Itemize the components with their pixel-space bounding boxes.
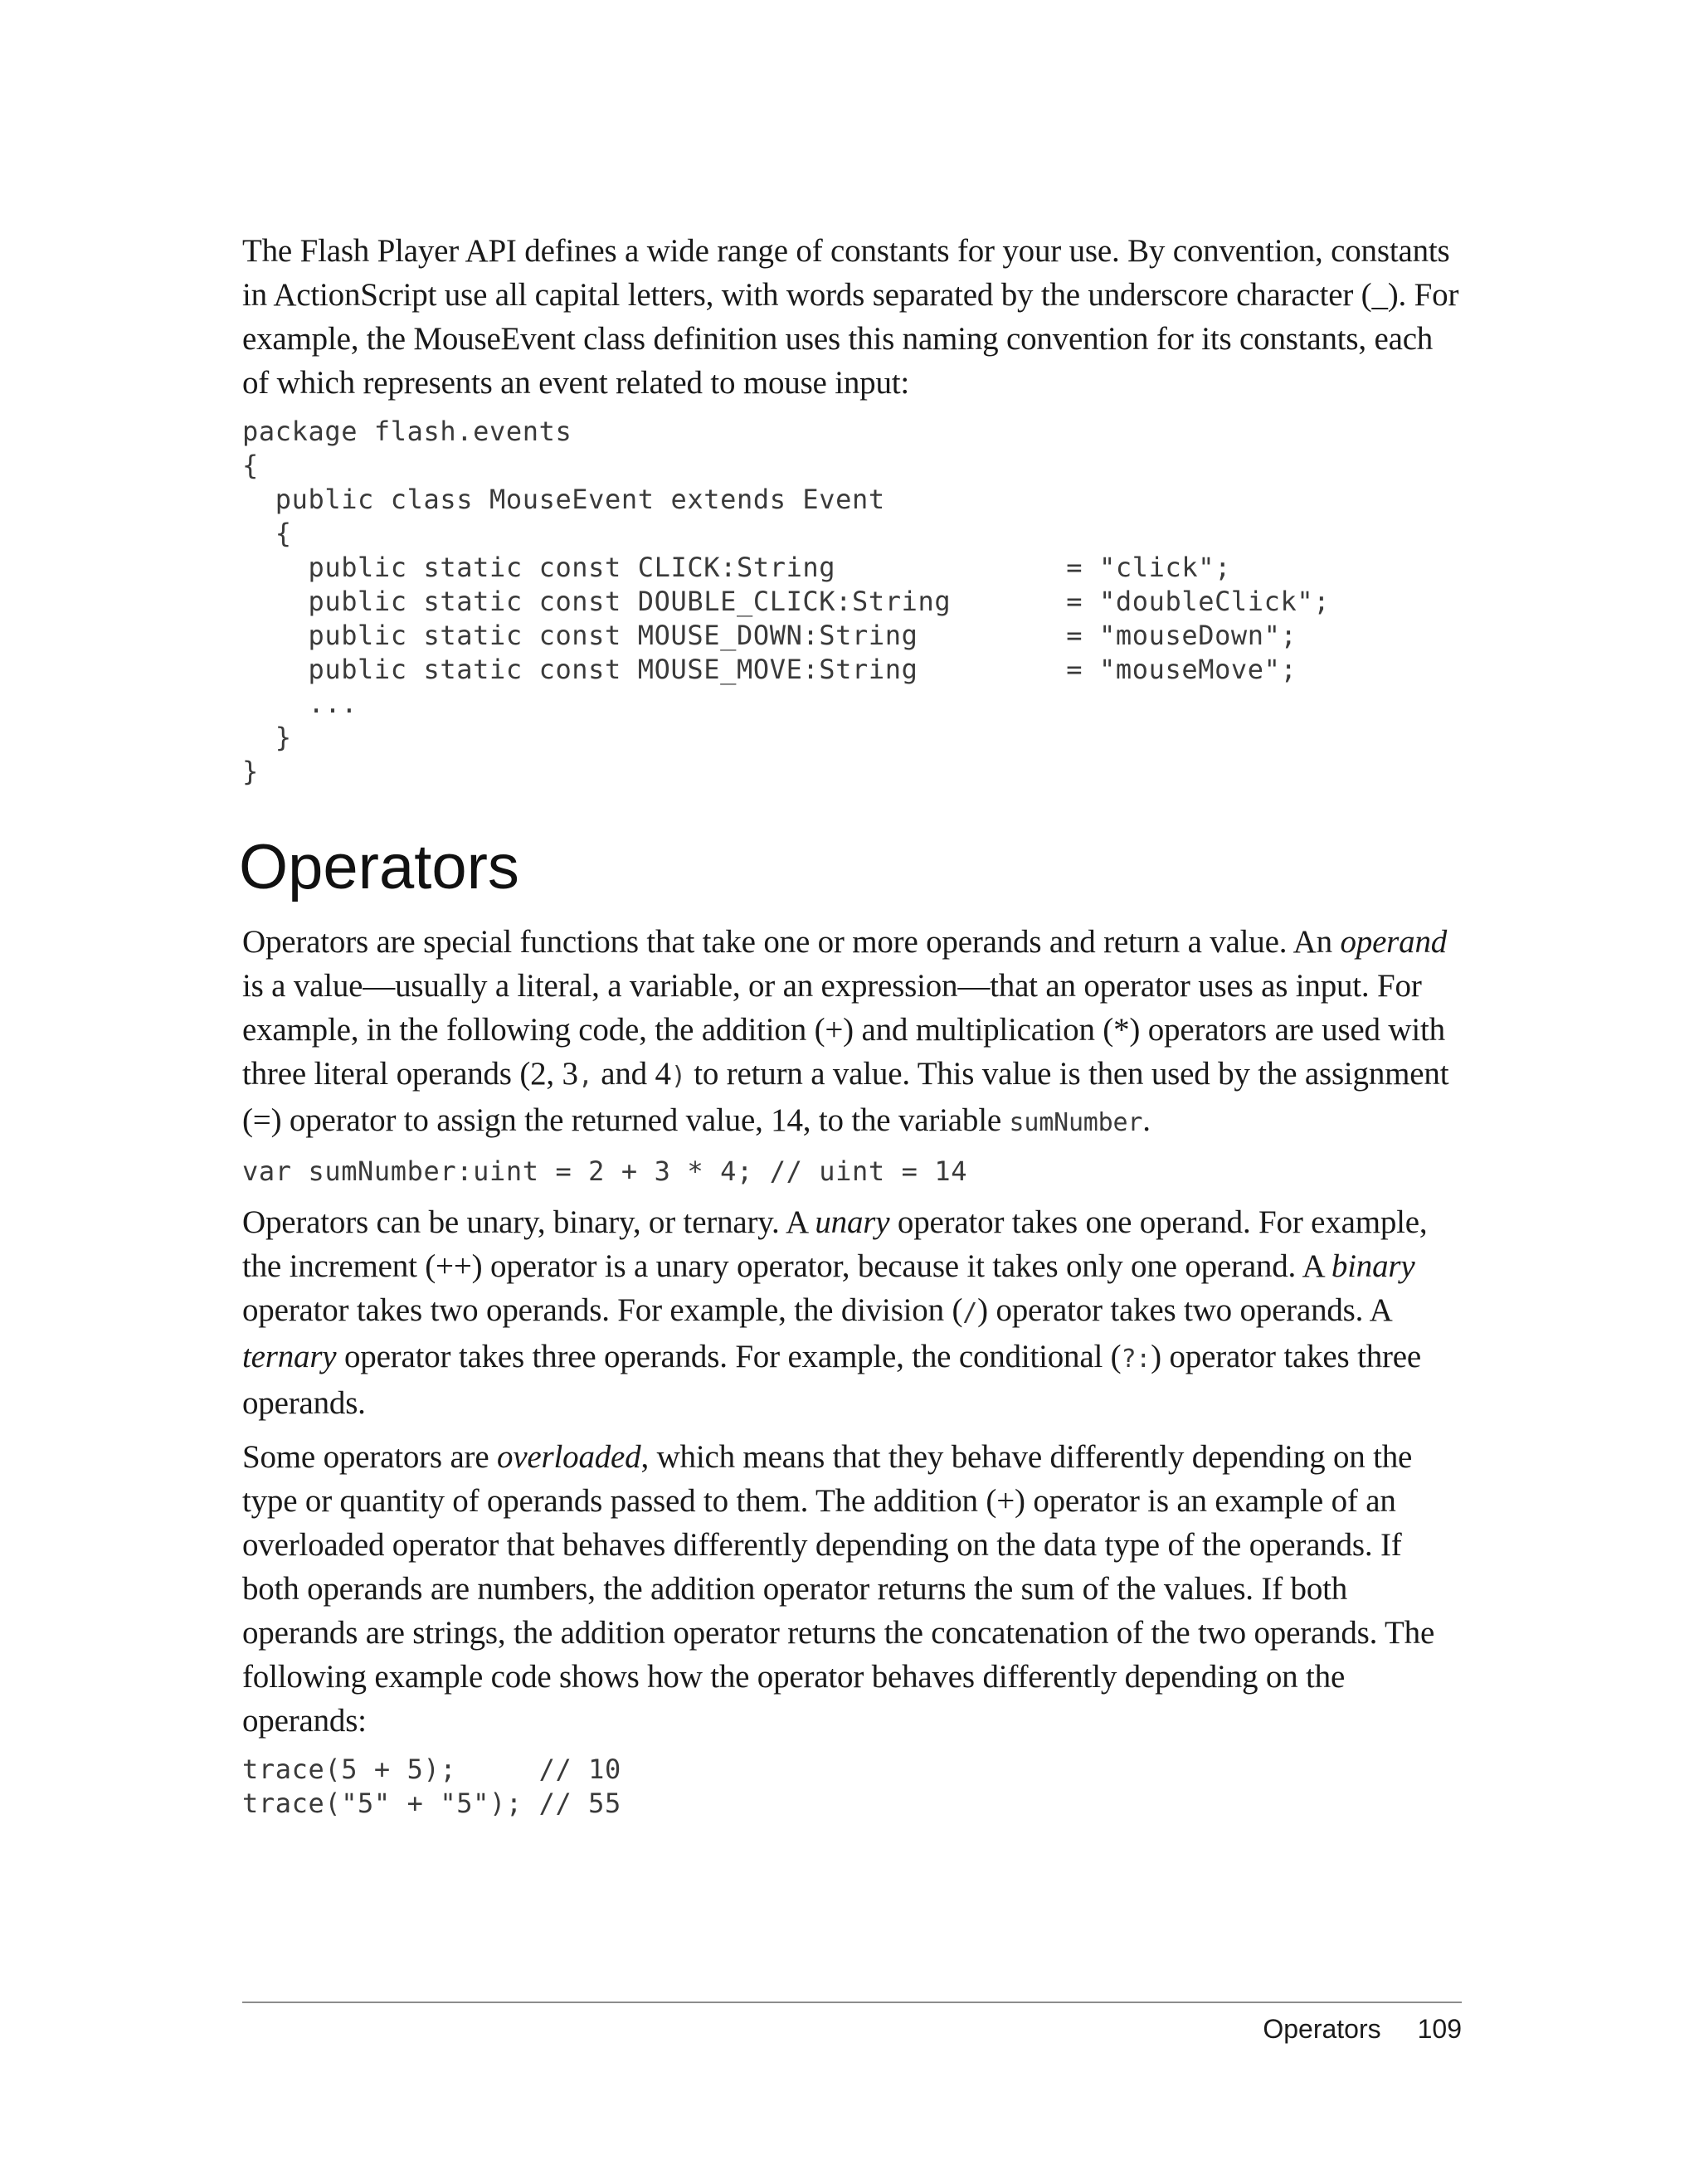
code-line: public static const MOUSE_MOVE:String = "mouseMove"; [242, 654, 1297, 685]
code-line: { [242, 450, 259, 481]
text-run: Operators can be unary, binary, or ternary. A [242, 1204, 815, 1240]
code-line: trace("5" + "5"); // 55 [242, 1788, 621, 1819]
footer-divider [242, 2002, 1462, 2003]
code-line: public static const CLICK:String = "click"; [242, 552, 1231, 583]
term-ternary: ternary [242, 1339, 337, 1374]
text-run: ) operator takes three operands. [242, 1339, 1422, 1421]
text-run: Some operators are [242, 1439, 498, 1475]
code-line: } [242, 756, 259, 787]
text-run: . [1142, 1102, 1151, 1138]
code-line: ... [242, 688, 358, 719]
inline-code-sumnumber: sumNumber [1009, 1108, 1143, 1137]
code-block-sumnumber [242, 1155, 1462, 1189]
inline-code: , [577, 1062, 593, 1091]
term-overloaded: overloaded [497, 1439, 641, 1475]
text-run: , which means that they behave differently depending on the type or quantity of operands passed to them. The addition (+) operator is an example of an overloaded operator that behaves differently depending on the data type of the operands. If both operands are numbers, the addition operator returns the sum of the values. If both operands are strings, the addition operator returns the concatenation of the two operands. The following example code shows how the operator behaves differently depending on the operands: [242, 1439, 1435, 1739]
text-run: and 4 [592, 1056, 671, 1092]
code-block-mouseevent [242, 415, 1462, 789]
code-line: { [242, 518, 292, 549]
term-operand: operand [1340, 924, 1448, 960]
page-content [239, 229, 1462, 1832]
text-run: Operators are special functions that take one or more operands and return a value. An [242, 924, 1341, 960]
text-run: operator takes three operands. For example, the conditional ( [336, 1339, 1122, 1374]
intro-paragraph: The Flash Player API defines a wide range of constants for your use. By convention, constants in ActionScript use all capital letters, with words separated by the underscore character (_). For example, the MouseEvent class definition uses this naming convention for its constants, each of which represents an event related to mouse input: [242, 233, 1459, 401]
code-line: var sumNumber:uint = 2 + 3 * 4; // uint = 14 [242, 1155, 968, 1187]
term-binary: binary [1331, 1248, 1415, 1284]
text-run: ) operator takes two operands. A [977, 1292, 1391, 1328]
running-head: Operators [1263, 2014, 1381, 2044]
operators-paragraph [242, 920, 1462, 1145]
code-line: public static const DOUBLE_CLICK:String = "doubleClick"; [242, 586, 1331, 617]
page-footer [1263, 2014, 1462, 2045]
text-run: operator takes two operands. For example, the division ( [242, 1292, 963, 1328]
code-line: trace(5 + 5); // 10 [242, 1754, 621, 1785]
text-run: operator takes one operand. For example, the increment (++) operator is a unary operator, because it takes only one operand. A [242, 1204, 1428, 1284]
code-block-trace [242, 1753, 1462, 1821]
operator-types-paragraph [242, 1200, 1462, 1425]
inline-code: / [962, 1298, 978, 1327]
text-run: to return a value. This value is then used by the assignment (=) operator to assign the returned value, 14, to the variable [242, 1056, 1449, 1138]
code-line: public static const MOUSE_DOWN:String = "mouseDown"; [242, 620, 1297, 651]
code-line: package flash.events [242, 416, 572, 447]
text-run: is a value—usually a literal, a variable, or an expression—that an operator uses as input. For example, in the following code, the addition (+) and multiplication (*) operators are used with three literal operands (2, 3 [242, 968, 1445, 1092]
inline-code: ?: [1121, 1345, 1151, 1374]
page-number: 109 [1417, 2014, 1462, 2044]
term-unary: unary [815, 1204, 890, 1240]
section-heading: Operators [239, 832, 519, 902]
code-line: public class MouseEvent extends Event [242, 484, 885, 515]
overloaded-paragraph [242, 1435, 1462, 1743]
inline-code: ) [670, 1062, 686, 1091]
code-line: } [242, 722, 292, 753]
